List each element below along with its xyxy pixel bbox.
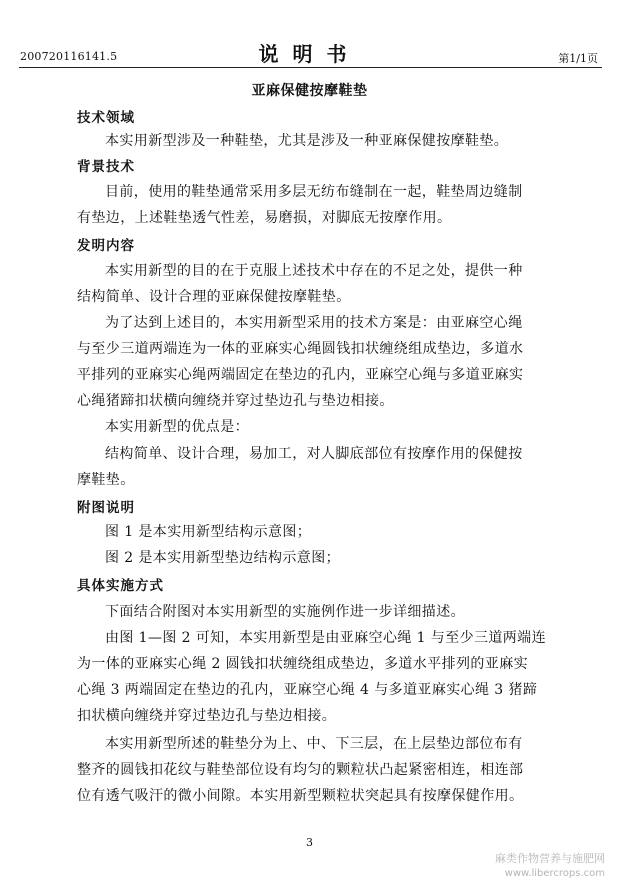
- paragraph-line: 图 1 是本实用新型结构示意图；: [105, 524, 312, 540]
- section-heading-technical-field: 技术领域: [77, 110, 135, 126]
- paragraph-line: 本实用新型的目的在于克服上述技术中存在的不足之处，提供一种: [105, 263, 523, 279]
- paragraph-line: 图 2 是本实用新型垫边结构示意图；: [105, 550, 341, 566]
- document-title: 说明书: [258, 42, 361, 66]
- paragraph-line: 与至少三道两端连为一体的亚麻实心绳圆钱扣状缠绕组成垫边，多道水: [77, 341, 524, 357]
- page-number: 3: [306, 836, 313, 849]
- paragraph-line: 目前，使用的鞋垫通常采用多层无纺布缝制在一起，鞋垫周边缝制: [105, 184, 523, 200]
- paragraph-line: 心绳猪蹄扣状横向缠绕并穿过垫边孔与垫边相接。: [77, 393, 394, 409]
- page-indicator: 第1/1页: [558, 52, 598, 65]
- paragraph-line: 有垫边，上述鞋垫透气性差，易磨损，对脚底无按摩作用。: [77, 210, 452, 226]
- application-number: 200720116141.5: [20, 50, 118, 63]
- watermark-site-name: 麻类作物营养与施肥网: [495, 852, 605, 865]
- paragraph-line: 位有透气吸汗的微小间隙。本实用新型颗粒状突起具有按摩保健作用。: [77, 788, 524, 804]
- paragraph-line: 本实用新型所述的鞋垫分为上、中、下三层，在上层垫边部位布有: [105, 736, 523, 752]
- paragraph-line: 为一体的亚麻实心绳 2 圆钱扣状缠绕组成垫边，多道水平排列的亚麻实: [77, 656, 529, 672]
- paragraph-line: 下面结合附图对本实用新型的实施例作进一步详细描述。: [105, 604, 465, 620]
- page-header: [0, 0, 619, 70]
- site-watermark: [495, 850, 605, 879]
- paragraph-line: 结构简单、设计合理，易加工，对人脚底部位有按摩作用的保健按: [105, 446, 523, 462]
- paragraph-line: 扣状横向缠绕并穿过垫边孔与垫边相接。: [77, 708, 337, 724]
- paragraph-line: 为了达到上述目的，本实用新型采用的技术方案是：由亚麻空心绳: [105, 315, 523, 331]
- section-heading-drawings: 附图说明: [77, 500, 135, 516]
- paragraph-line: 摩鞋垫。: [77, 472, 135, 488]
- paragraph-line: 心绳 3 两端固定在垫边的孔内，亚麻空心绳 4 与多道亚麻实心绳 3 猪蹄: [77, 682, 538, 698]
- paragraph-line: 本实用新型的优点是：: [105, 419, 249, 435]
- paragraph-line: 整齐的圆钱扣花纹与鞋垫部位设有均匀的颗粒状凸起紧密相连，相连部: [77, 762, 524, 778]
- section-heading-embodiment: 具体实施方式: [77, 578, 164, 594]
- header-rule: [19, 67, 602, 68]
- paragraph-line: 由图 1—图 2 可知，本实用新型是由亚麻空心绳 1 与至少三道两端连: [105, 630, 546, 646]
- section-heading-background: 背景技术: [77, 159, 135, 175]
- invention-title: 亚麻保健按摩鞋垫: [251, 83, 368, 99]
- paragraph-line: 平排列的亚麻实心绳两端固定在垫边的孔内，亚麻空心绳与多道亚麻实: [77, 367, 524, 383]
- paragraph-line: 本实用新型涉及一种鞋垫，尤其是涉及一种亚麻保健按摩鞋垫。: [105, 133, 509, 149]
- section-heading-summary: 发明内容: [77, 238, 135, 254]
- watermark-url: www.libercrops.com: [504, 868, 605, 879]
- paragraph-line: 结构简单、设计合理的亚麻保健按摩鞋垫。: [77, 289, 351, 305]
